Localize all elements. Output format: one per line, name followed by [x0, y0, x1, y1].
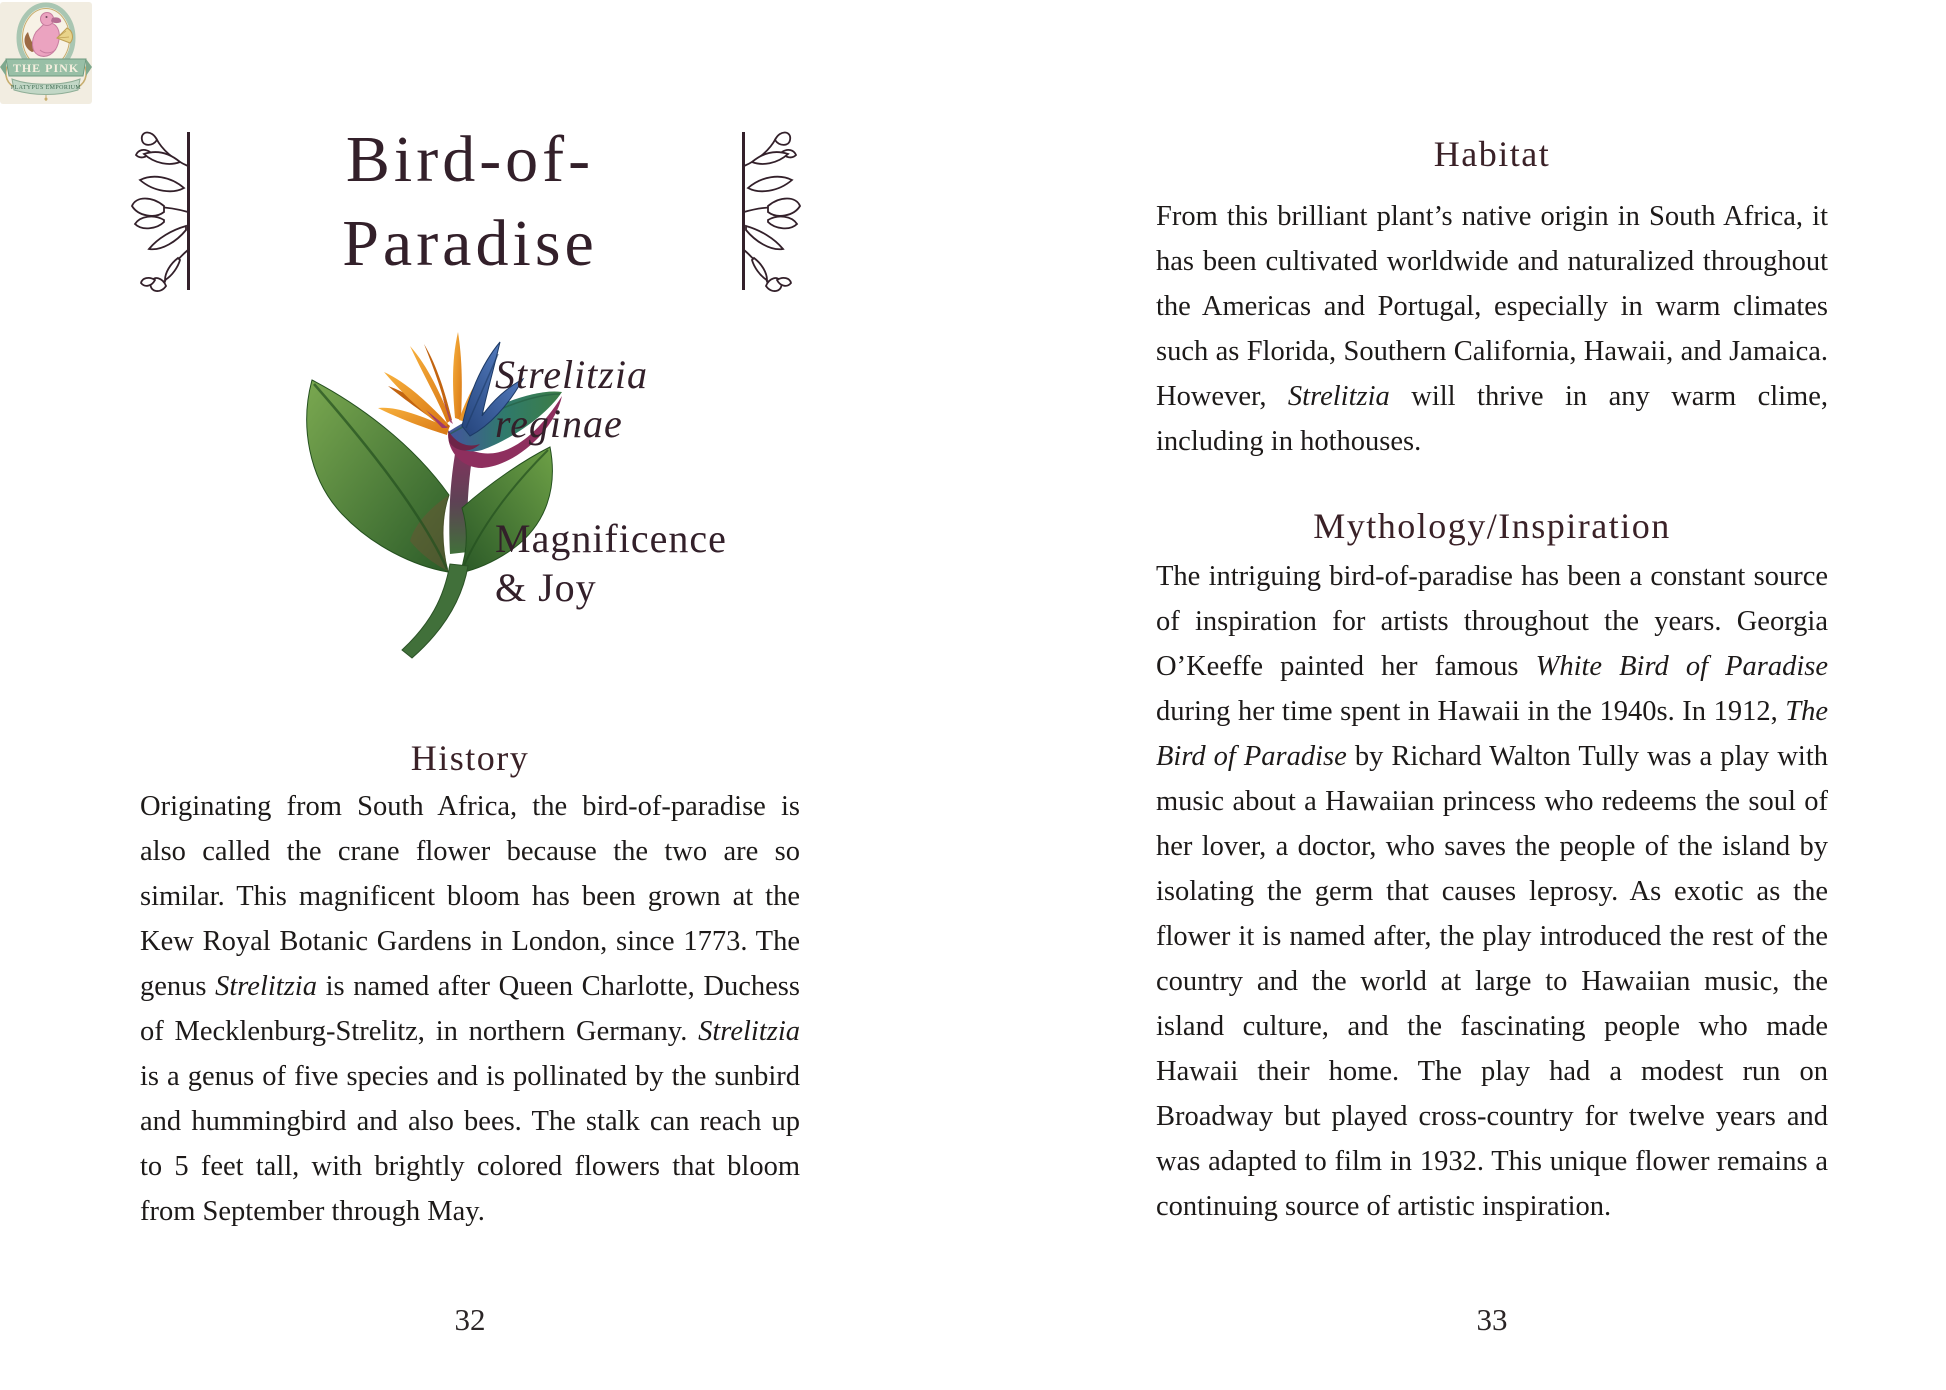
symbolism-line-1: Magnificence: [495, 516, 727, 561]
right-page: [1156, 0, 1828, 1390]
text-segment: The intriguing bird-of-paradise has been a constant source of inspiration for artists throughout the years. Georgia O’Keeffe painted her famous: [1156, 561, 1828, 682]
page-number-right: 33: [1476, 1302, 1508, 1337]
habitat-heading: Habitat: [1433, 134, 1551, 174]
history-paragraph: [140, 784, 800, 1234]
platypus-emporium-logo-icon: [0, 2, 92, 104]
italic-text-segment: Strelitzia: [698, 1016, 800, 1047]
symbolism-text: [495, 514, 727, 612]
page-number-left: 32: [454, 1302, 486, 1337]
floral-ornament-left-icon: [130, 130, 192, 292]
title-line-2: Paradise: [342, 207, 598, 280]
mythology-heading: Mythology/Inspiration: [1313, 506, 1671, 546]
brand-logo: [0, 2, 92, 104]
italic-text-segment: Strelitzia: [215, 971, 317, 1002]
brand-line1: THE PINK: [12, 61, 80, 75]
left-page: [140, 0, 800, 1390]
page-title: [195, 118, 745, 286]
latin-name: [495, 350, 648, 448]
text-segment: Originating from South Africa, the bird-of-paradise is also called the crane flower because the two are so similar. This magnificent bloom has been grown at the Kew Royal Botanic Gardens in London, since 1773. The genus: [140, 791, 800, 1002]
italic-text-segment: White Bird of Paradise: [1535, 651, 1828, 682]
italic-text-segment: The Bird of Paradise: [1156, 696, 1828, 772]
text-segment: during her time spent in Hawaii in the 1940s. In 1912,: [1156, 696, 1786, 727]
floral-ornament-right-icon: [740, 130, 802, 292]
mythology-paragraph: [1156, 554, 1828, 1229]
latin-line-1: Strelitzia: [495, 352, 648, 397]
text-segment: by Richard Walton Tully was a play with music about a Hawaiian princess who redeems the soul of her lover, a doctor, who saves the people of the island by isolating the germ that causes leprosy. As exotic as the flower it is named after, the play introduced the rest of the country and the world at large to Hawaiian music, the island culture, and the fascinating people who made Hawaii their home. The play had a modest run on Broadway but played cross-country for twelve years and was adapted to film in 1932. This unique flower remains a continuing source of artistic inspiration.: [1156, 741, 1828, 1222]
history-heading: History: [410, 738, 530, 778]
latin-line-2: reginae: [495, 401, 623, 446]
habitat-paragraph: [1156, 194, 1828, 464]
italic-text-segment: Strelitzia: [1287, 381, 1390, 412]
symbolism-line-2: & Joy: [495, 565, 597, 610]
title-line-1: Bird-of-: [345, 123, 595, 196]
text-segment: is a genus of five species and is pollinated by the sunbird and hummingbird and also bees. The stalk can reach up to 5 feet tall, with brightly colored flowers that bloom from September through May.: [140, 1061, 800, 1227]
text-segment: is named after Queen Charlotte, Duchess of Mecklenburg-Strelitz, in northern Germany.: [140, 971, 800, 1047]
brand-line2: PLATYPUS EMPORIUM: [10, 85, 82, 91]
text-segment: will thrive in any warm clime, including in hothouses.: [1156, 381, 1829, 457]
text-segment: From this brilliant plant’s native origin in South Africa, it has been cultivated worldwide and naturalized throughout the Americas and Portugal, especially in warm climates such as Florida, Southern California, Hawaii, and Jamaica. However,: [1156, 201, 1828, 412]
